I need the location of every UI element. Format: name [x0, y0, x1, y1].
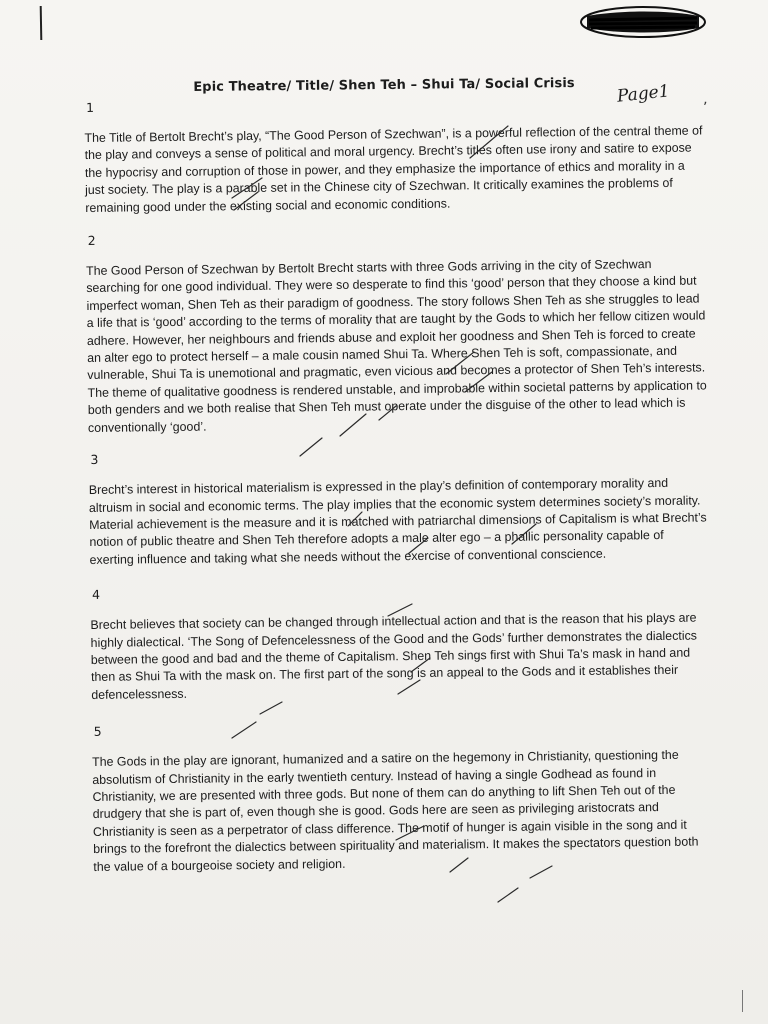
section-paragraph: The Gods in the play are ignorant, humanized and a satire on the hegemony in Christianity, questioning the absolutism of Christianity in the early twentieth century. Instead of having a single Godhead as found in Christianity, we are presented with three gods. But none of them can do anything to lift Shen Teh out of the drudgery that she is part of, even though she is good. Gods here are seen as privileging aristocrats and Christianity is seen as a perpetrator of class difference. The motif of hunger is again visible in the song and it brings to the forefront the dialectics between spirituality and materialism. It makes the spectators question both the value of a bourgeoise society and religion.: [92, 747, 699, 874]
section-2: [86, 225, 708, 437]
section-3: [88, 444, 709, 569]
section-paragraph: Brecht believes that society can be changed through intellectual action and that is the reason that his plays are highly dialectical. ‘The Song of Defencelessness of the Good and the Gods’ further demonstrates the dialectics between the good and bad and the theme of Capitalism. Shen Teh sings first with Shui Ta’s mask in hand and then as Shui Ta with the mask on. The first part of the song is an appeal to the Gods and it establishes their defencelessness.: [90, 610, 698, 702]
section-number: 5: [93, 723, 102, 740]
document-body: [84, 92, 714, 885]
document-title: Epic Theatre/ Title/ Shen Teh – Shui Ta/ Social Crisis: [193, 76, 575, 95]
section-paragraph: The Title of Bertolt Brecht’s play, “The Good Person of Szechwan”, is a powerful reflection of the central theme of the play and conveys a sense of political and moral urgency. Brecht’s titles often use irony and satire to expose the hypocrisy and corruption of those in power, and they emphasize the importance of ethics and morality in a just society. The play is a parable set in the Chinese city of Szechwan. It critically examines the problems of remaining good under the existing social and economic conditions.: [84, 123, 703, 215]
edge-pen-mark: [742, 990, 743, 1012]
margin-pen-line: [40, 6, 43, 40]
section-number: 2: [87, 232, 96, 248]
redaction-scribble: [579, 4, 707, 40]
section-1: [84, 92, 708, 217]
section-number: 3: [90, 451, 99, 468]
section-4: [90, 580, 711, 705]
section-paragraph: Brecht’s interest in historical materialism is expressed in the play’s definition of contemporary morality and altruism in social and economic terms. The play implies that the economic system determines society’s morality. Material achievement is the measure and it is matched with patriarchal dimensions of Capitalism is what Brecht’s notion of public theatre and Shen Teh therefore adopts a male alter ego – a phallic personality capable of exerting influence and taking what she needs without the exercise of conventional conscience.: [88, 475, 707, 567]
section-number: 1: [85, 99, 95, 115]
section-5: [92, 717, 714, 876]
handwritten-tick: ʼ: [703, 100, 708, 116]
section-paragraph: The Good Person of Szechwan by Bertolt Brecht starts with three Gods arriving in the city of Szechwan searching for one good individual. They were so desperate to find this ‘good’ person that they choose a kind but imperfect woman, Shen Teh as their paradigm of goodness. The story follows Shen Teh as she struggles to lead a life that is ‘good’ according to the terms of morality that are taught by the Gods to which her fellow citizen would adhere. However, her neighbours and friends abuse and exploit her goodness and Shen Teh is forced to create an alter ego to protect herself – a male cousin named Shui Ta. Where Shen Teh is soft, compassionate, and vulnerable, Shui Ta is unemotional and pragmatic, even vicious and becomes a protector of Shen Teh’s interests. The theme of qualitative goodness is rendered unstable, and improbable within societal patterns by application to both genders and we both realise that Shen Teh must operate under the disguise of the other to lead which is conventionally ‘good’.: [86, 257, 707, 435]
handwritten-page-label: Page1: [616, 81, 671, 107]
section-number: 4: [91, 586, 101, 603]
